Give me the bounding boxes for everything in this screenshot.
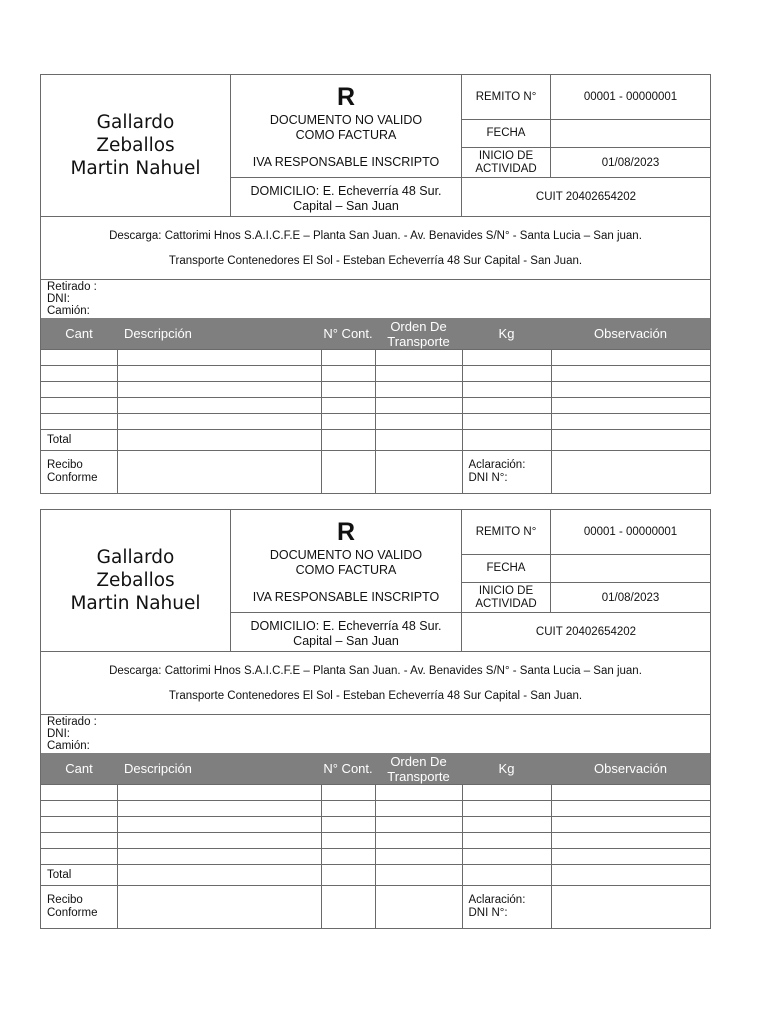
retirado-field[interactable]: Retirado : [47, 716, 97, 728]
issuer-box [41, 510, 231, 651]
total-label: Total [41, 865, 117, 886]
item-row [41, 414, 710, 430]
document-validity: DOCUMENTO NO VALIDO COMO FACTURA [269, 113, 423, 142]
signature-cell[interactable] [117, 451, 321, 494]
remito-number-label: REMITO N° [462, 75, 551, 119]
items-header-row [41, 318, 710, 350]
remito-info-box [462, 75, 710, 216]
item-cell[interactable] [321, 398, 375, 414]
item-cell[interactable] [375, 801, 462, 817]
inicio-actividad-label: INICIO DE ACTIVIDAD [462, 583, 551, 612]
recibo-conforme-label: Recibo Conforme [41, 451, 117, 494]
item-row [41, 366, 710, 382]
document-type-box [231, 75, 462, 216]
items-table [41, 753, 710, 928]
total-label: Total [41, 430, 117, 451]
col-header-n-cont: N° Cont. [321, 753, 375, 785]
delivery-description [41, 217, 710, 280]
signature-cell[interactable] [375, 886, 462, 929]
item-cell[interactable] [462, 366, 551, 382]
item-row [41, 350, 710, 366]
delivery-description [41, 652, 710, 715]
iva-condition: IVA RESPONSABLE INSCRIPTO [252, 155, 440, 169]
item-cell[interactable] [117, 398, 321, 414]
signature-row [41, 886, 710, 929]
signature-row [41, 451, 710, 494]
item-cell[interactable] [375, 833, 462, 849]
iva-condition: IVA RESPONSABLE INSCRIPTO [252, 590, 440, 604]
col-header-orden-transporte: Orden De Transporte [375, 318, 462, 350]
item-cell[interactable] [551, 817, 710, 833]
item-cell[interactable] [117, 414, 321, 430]
item-cell[interactable] [117, 350, 321, 366]
col-header-descripcion: Descripción [117, 318, 321, 350]
item-cell[interactable] [117, 833, 321, 849]
issuer-line: Zeballos [96, 135, 175, 156]
signature-cell[interactable] [117, 886, 321, 929]
signature-cell[interactable] [375, 451, 462, 494]
inicio-actividad-date: 01/08/2023 [601, 591, 660, 604]
item-cell[interactable] [321, 350, 375, 366]
col-header-observacion: Observación [551, 318, 710, 350]
item-cell[interactable] [321, 785, 375, 801]
item-cell[interactable] [462, 398, 551, 414]
item-cell[interactable] [551, 785, 710, 801]
remito-form [40, 509, 711, 929]
descarga-text: Descarga: Cattorimi Hnos S.A.I.C.F.E – Planta San Juan. - Av. Benavides S/N° - Santa Lucia – San juan. [109, 230, 642, 242]
pickup-info [41, 715, 710, 753]
item-cell[interactable] [41, 382, 117, 398]
item-cell[interactable] [462, 801, 551, 817]
item-cell[interactable] [321, 833, 375, 849]
aclaracion-label: Aclaración: DNI N°: [462, 451, 551, 494]
pickup-info [41, 280, 710, 318]
col-header-descripcion: Descripción [117, 753, 321, 785]
remito-number-label: REMITO N° [462, 510, 551, 554]
item-row [41, 817, 710, 833]
transporte-text: Transporte Contenedores El Sol - Esteban Echeverría 48 Sur Capital - San Juan. [168, 255, 583, 267]
item-cell[interactable] [41, 849, 117, 865]
total-cell[interactable] [375, 430, 462, 451]
item-cell[interactable] [551, 801, 710, 817]
issuer-line: Martin Nahuel [70, 158, 201, 179]
item-row [41, 833, 710, 849]
remito-form [40, 74, 711, 494]
item-cell[interactable] [462, 817, 551, 833]
item-cell[interactable] [41, 833, 117, 849]
issuer-name [46, 111, 226, 180]
col-header-n-cont: N° Cont. [321, 318, 375, 350]
inicio-actividad-date: 01/08/2023 [601, 156, 660, 169]
total-cell[interactable] [462, 430, 551, 451]
item-cell[interactable] [117, 785, 321, 801]
item-cell[interactable] [551, 849, 710, 865]
item-cell[interactable] [117, 801, 321, 817]
retirado-field[interactable]: Retirado : [47, 281, 97, 293]
issuer-name [46, 546, 226, 615]
issuer-line: Martin Nahuel [70, 593, 201, 614]
col-header-orden-transporte: Orden De Transporte [375, 753, 462, 785]
cuit: CUIT 20402654202 [535, 191, 637, 203]
item-cell[interactable] [41, 801, 117, 817]
item-cell[interactable] [117, 849, 321, 865]
total-cell[interactable] [321, 430, 375, 451]
inicio-actividad-label: INICIO DE ACTIVIDAD [462, 148, 551, 177]
document-letter: R [336, 83, 356, 111]
total-cell[interactable] [117, 865, 321, 886]
cuit: CUIT 20402654202 [535, 626, 637, 638]
issuer-box [41, 75, 231, 216]
issuer-line: Gallardo [96, 547, 175, 568]
item-cell[interactable] [321, 382, 375, 398]
transporte-text: Transporte Contenedores El Sol - Esteban Echeverría 48 Sur Capital - San Juan. [168, 690, 583, 702]
item-cell[interactable] [551, 382, 710, 398]
item-cell[interactable] [462, 414, 551, 430]
remito-number[interactable]: 00001 - 00000001 [583, 526, 678, 538]
item-cell[interactable] [41, 414, 117, 430]
col-header-kg: Kg [462, 753, 551, 785]
item-cell[interactable] [117, 366, 321, 382]
item-cell[interactable] [375, 366, 462, 382]
item-cell[interactable] [375, 414, 462, 430]
item-cell[interactable] [462, 785, 551, 801]
domicilio: DOMICILIO: E. Echeverría 48 Sur. Capital – San Juan [250, 619, 442, 648]
fecha-label: FECHA [462, 120, 551, 147]
total-cell[interactable] [551, 430, 710, 451]
item-cell[interactable] [41, 398, 117, 414]
item-cell[interactable] [117, 817, 321, 833]
aclaracion-cell[interactable] [551, 886, 710, 929]
dni-field[interactable]: DNI: [47, 728, 70, 740]
item-cell[interactable] [375, 398, 462, 414]
document-letter: R [336, 518, 356, 546]
fecha-label: FECHA [462, 555, 551, 582]
item-row [41, 849, 710, 865]
item-cell[interactable] [375, 785, 462, 801]
item-row [41, 785, 710, 801]
item-cell[interactable] [41, 366, 117, 382]
fecha-field[interactable] [551, 555, 710, 582]
camion-field[interactable]: Camión: [47, 740, 90, 752]
domicilio: DOMICILIO: E. Echeverría 48 Sur. Capital – San Juan [250, 184, 442, 213]
items-header-row [41, 753, 710, 785]
item-cell[interactable] [321, 849, 375, 865]
item-cell[interactable] [551, 414, 710, 430]
item-row [41, 398, 710, 414]
total-cell[interactable] [375, 865, 462, 886]
item-cell[interactable] [321, 817, 375, 833]
item-cell[interactable] [41, 817, 117, 833]
item-cell[interactable] [551, 833, 710, 849]
col-header-cant: Cant [41, 318, 117, 350]
total-cell[interactable] [551, 865, 710, 886]
item-cell[interactable] [41, 350, 117, 366]
signature-cell[interactable] [321, 886, 375, 929]
dni-field[interactable]: DNI: [47, 293, 70, 305]
remito-number[interactable]: 00001 - 00000001 [583, 91, 678, 103]
aclaracion-label: Aclaración: DNI N°: [462, 886, 551, 929]
issuer-line: Gallardo [96, 112, 175, 133]
item-cell[interactable] [375, 382, 462, 398]
total-row [41, 430, 710, 451]
item-row [41, 801, 710, 817]
item-cell[interactable] [462, 849, 551, 865]
col-header-observacion: Observación [551, 753, 710, 785]
item-cell[interactable] [462, 833, 551, 849]
item-cell[interactable] [551, 350, 710, 366]
item-cell[interactable] [462, 350, 551, 366]
item-cell[interactable] [321, 366, 375, 382]
fecha-field[interactable] [551, 120, 710, 147]
total-cell[interactable] [321, 865, 375, 886]
item-cell[interactable] [551, 366, 710, 382]
item-cell[interactable] [41, 785, 117, 801]
item-cell[interactable] [551, 398, 710, 414]
total-cell[interactable] [117, 430, 321, 451]
col-header-cant: Cant [41, 753, 117, 785]
issuer-line: Zeballos [96, 570, 175, 591]
item-cell[interactable] [375, 350, 462, 366]
item-cell[interactable] [117, 382, 321, 398]
aclaracion-cell[interactable] [551, 451, 710, 494]
document-type-box [231, 510, 462, 651]
document-validity: DOCUMENTO NO VALIDO COMO FACTURA [269, 548, 423, 577]
camion-field[interactable]: Camión: [47, 305, 90, 317]
item-cell[interactable] [321, 801, 375, 817]
item-row [41, 382, 710, 398]
descarga-text: Descarga: Cattorimi Hnos S.A.I.C.F.E – Planta San Juan. - Av. Benavides S/N° - Santa Lucia – San juan. [109, 665, 642, 677]
col-header-kg: Kg [462, 318, 551, 350]
remito-info-box [462, 510, 710, 651]
item-cell[interactable] [375, 849, 462, 865]
recibo-conforme-label: Recibo Conforme [41, 886, 117, 929]
item-cell[interactable] [321, 414, 375, 430]
total-row [41, 865, 710, 886]
item-cell[interactable] [462, 382, 551, 398]
remito-header [41, 510, 710, 652]
total-cell[interactable] [462, 865, 551, 886]
signature-cell[interactable] [321, 451, 375, 494]
remito-header [41, 75, 710, 217]
items-table [41, 318, 710, 493]
item-cell[interactable] [375, 817, 462, 833]
